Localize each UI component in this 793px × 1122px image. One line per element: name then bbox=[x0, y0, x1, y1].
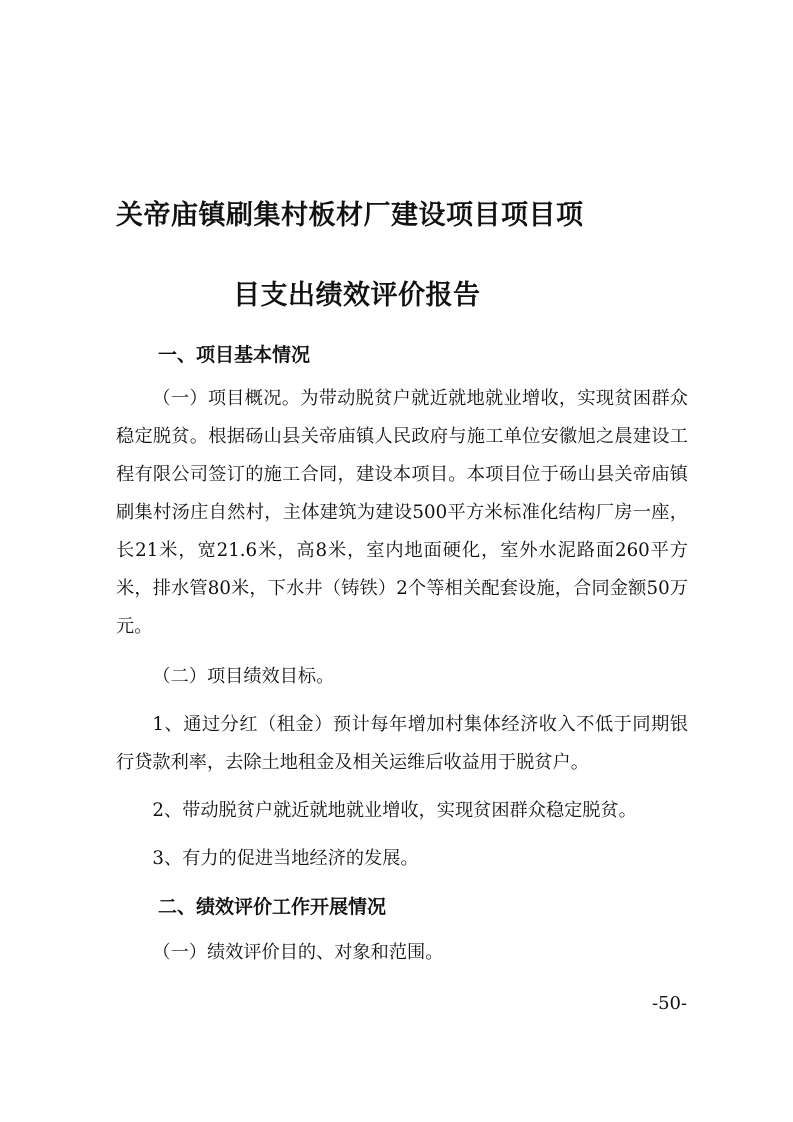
page-number: -50- bbox=[652, 993, 688, 1014]
performance-goals-heading: （二）项目绩效目标。 bbox=[152, 666, 335, 687]
goal-1-paragraph: 1、通过分红（租金）预计每年增加村集体经济收入不低于同期银行贷款利率，去除土地租金及相关运维后收益用于脱贫户。 bbox=[116, 714, 688, 773]
document-title-line-2: 目支出绩效评价报告 bbox=[233, 280, 481, 311]
section-1-heading: 一、项目基本情况 bbox=[158, 344, 311, 366]
document-title-line-1: 关帝庙镇刷集村板材厂建设项目项目项 bbox=[116, 200, 584, 231]
goal-3-paragraph: 3、有力的促进当地经济的发展。 bbox=[152, 848, 419, 869]
project-overview-paragraph: （一）项目概况。为带动脱贫户就近就地就业增收，实现贫困群众稳定脱贫。根据砀山县关帝庙镇人民政府与施工单位安徽旭之晨建设工程有限公司签订的施工合同，建设本项目。本项目位于砀山县关帝庙镇刷集村汤庄自然村，主体建筑为建设500平方米标准化结构厂房一座，长21米，宽21.6米，高8米，室内地面硬化，室外水泥路面260平方米，排水管80米，下水井（铸铁）2个等相关配套设施，合同金额50万元。 bbox=[116, 388, 688, 637]
section-2-heading: 二、绩效评价工作开展情况 bbox=[158, 896, 387, 918]
evaluation-scope-heading: （一）绩效评价目的、对象和范围。 bbox=[152, 942, 444, 963]
goal-2-paragraph: 2、带动脱贫户就近就地就业增收，实现贫困群众稳定脱贫。 bbox=[152, 800, 637, 821]
